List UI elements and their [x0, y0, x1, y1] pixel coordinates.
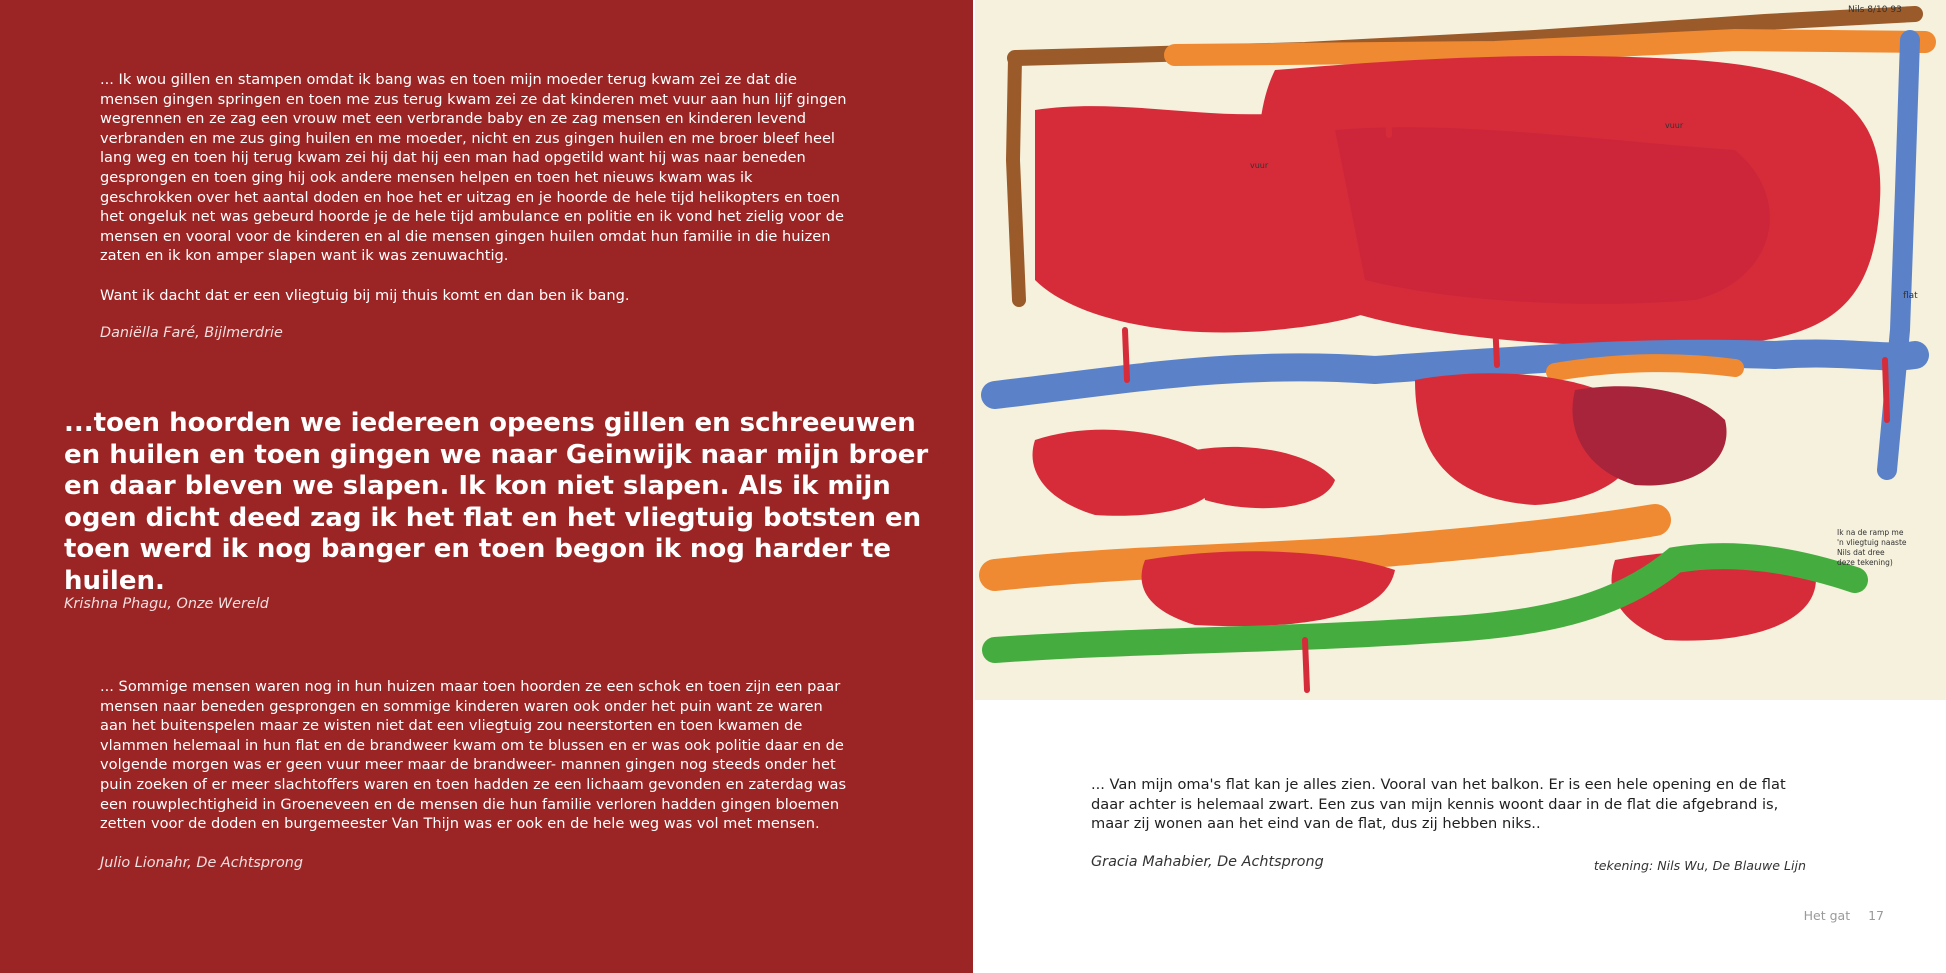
painting-signature: Nils 8/10 93 [1848, 5, 1902, 15]
child-painting-image [975, 0, 1946, 700]
painting-label-flat: flat [1903, 291, 1918, 301]
quote-daniella-second-paragraph: Want ik dacht dat er een vliegtuig bij mij thuis komt en dan ben ik bang. [100, 287, 630, 304]
painting-side-note-1: Ik na de ramp me [1837, 528, 1904, 537]
painting-label-vuur-2: vuur [1665, 121, 1684, 130]
quote-gracia-text: ... Van mijn oma's flat kan je alles zien. Vooral van het balkon. Er is een hele opening en de flat daar achter is helemaal zwart. Een zus van mijn kennis woont daar in de flat die afgebrand is, maar zij wonen aan het eind van de flat, dus zij hebben niks.. [1091, 776, 1786, 833]
quote-julio-author: Julio Lionahr, De Achtsprong [100, 855, 303, 871]
pull-quote-author: Krishna Phagu, Onze Wereld [64, 596, 269, 612]
drawing-credit: tekening: Nils Wu, De Blauwe Lijn [1593, 858, 1806, 873]
pull-quote-text: ...toen hoorden we iedereen opeens gillen en schreeuwen en huilen en toen gingen we naar Geinwijk naar mijn broer en daar bleven we slapen. Ik kon niet slapen. Als ik mijn ogen dicht deed zag ik het flat en het vliegtuig botsten en toen werd ik nog banger en toen begon ik nog harder te huilen. [64, 408, 929, 596]
footer-page-number: 17 [1868, 908, 1884, 923]
painting-side-note-2: 'n vliegtuig naaste [1837, 538, 1907, 547]
painting-canvas [975, 0, 1946, 700]
painting-label-vuur-1: vuur [1250, 161, 1269, 170]
quote-julio-text: ... Sommige mensen waren nog in hun huizen maar toen hoorden ze een schok en toen zijn een paar mensen naar beneden gesprongen en sommige kinderen waren ook onder het puin want ze waren aan het buitenspelen maar ze wisten niet dat een vliegtuig zou neerstorten en toen kwamen de vlammen helemaal in hun flat en de brandweer kwam om te blussen en er was ook politie daar en de volgende morgen was er geen vuur meer maar de brandweer- mannen gingen nog steeds onder het puin zoeken of er meer slachtoffers waren en toen hadden ze een lichaam gevonden en zaterdag was een rouwplechtigheid in Groeneveen en de mensen die hun familie verloren hadden gingen bloemen zetten voor de doden en burgemeester Van Thijn was er ook en de hele weg was vol met mensen. [100, 678, 847, 833]
quote-gracia-author: Gracia Mahabier, De Achtsprong [1091, 854, 1324, 870]
painting-side-note-3: Nils dat dree [1837, 548, 1885, 557]
quote-daniella-text: ... Ik wou gillen en stampen omdat ik bang was en toen mijn moeder terug kwam zei ze dat die mensen gingen springen en toen me zus terug kwam zei ze dat kinderen met vuur aan hun lijf gingen wegrennen en ze zag een vrouw met een verbrande baby en ze zag mensen en kinderen levend verbranden en me zus ging huilen en me moeder, nicht en zus gingen huilen en me broer bleef heel lang weg en toen hij terug kwam zei hij dat hij een man had opgetild want hij was naar beneden gesprongen en toen ging hij ook andere mensen helpen en toen het nieuws kwam was ik geschrokken over het aantal doden en hoe het er uitzag en je hoorde de hele tijd helikopters en toen het ongeluk net was gebeurd hoorde je de hele tijd ambulance en politie en ik vond het zielig voor de mensen en vooral voor de kinderen en al die mensen gingen huilen omdat hun familie in die huizen zaten en ik kon amper slapen want ik was zenuwachtig. [100, 71, 847, 265]
page-footer [1804, 908, 1884, 923]
footer-section-title: Het gat [1803, 908, 1851, 923]
quote-daniella-author: Daniëlla Faré, Bijlmerdrie [100, 325, 283, 341]
painting-side-note-4: deze tekening) [1837, 558, 1893, 567]
